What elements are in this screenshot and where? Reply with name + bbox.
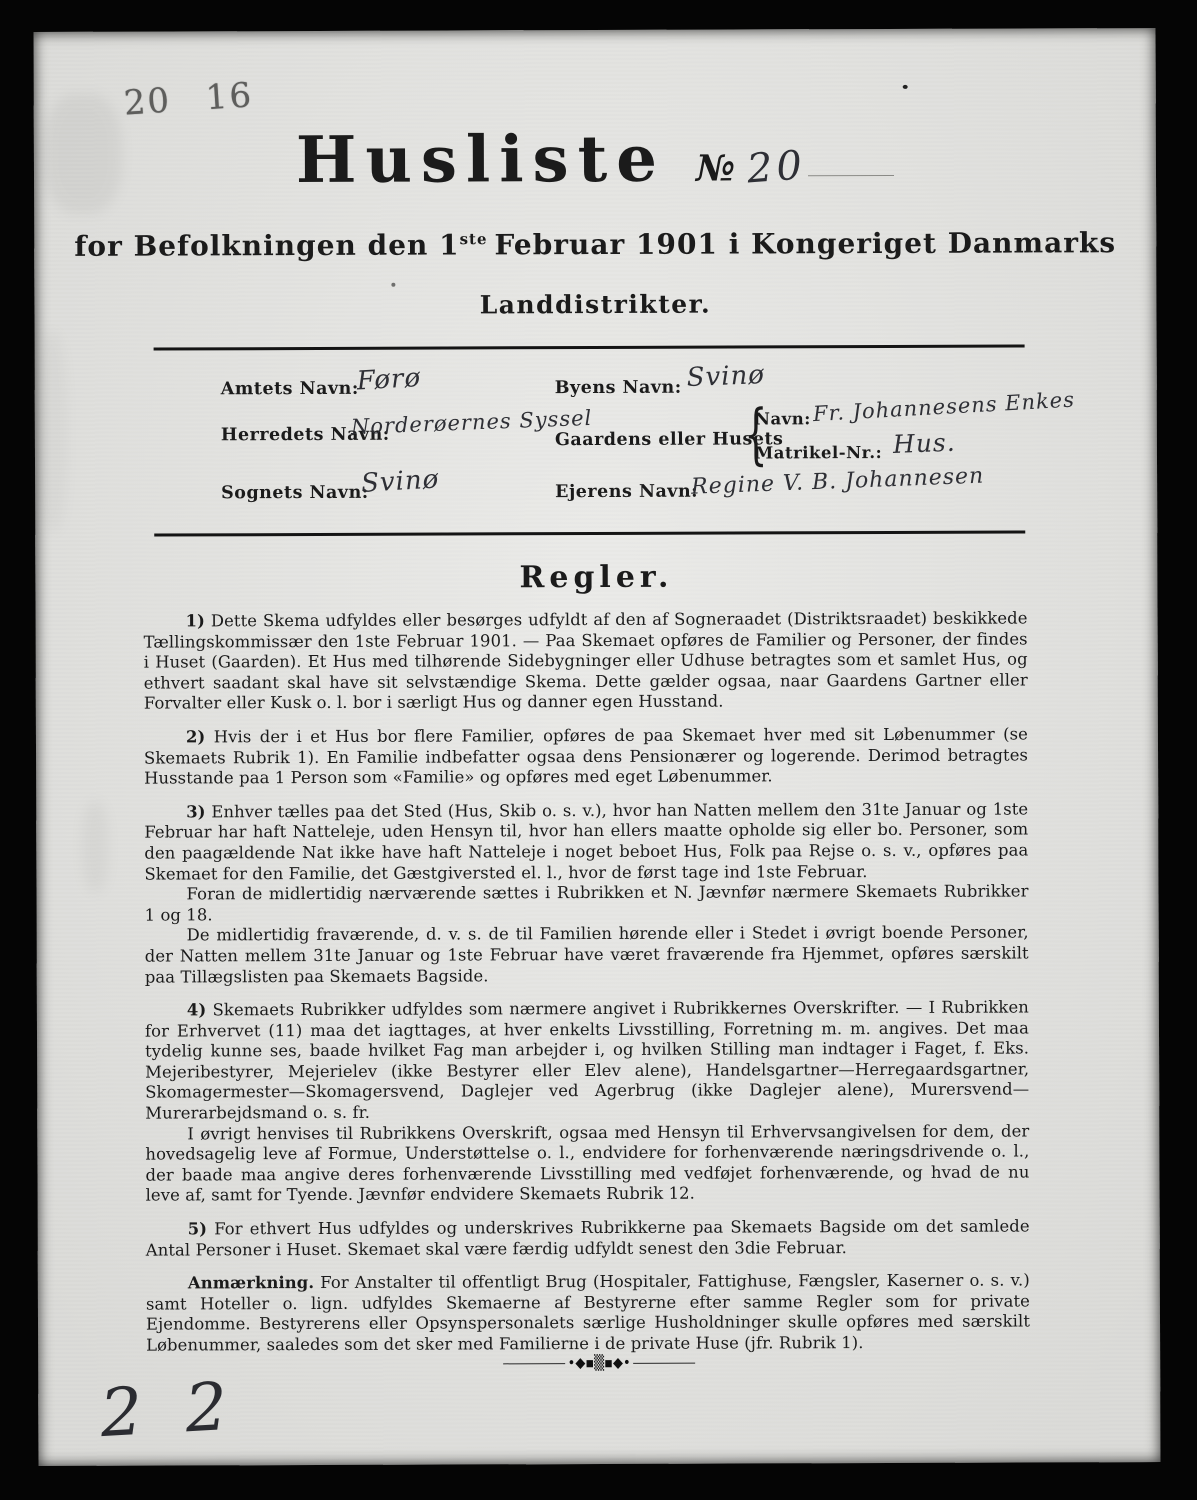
- region-heading: Landdistrikter.: [479, 289, 712, 320]
- bleedthrough-smudge: [82, 802, 108, 892]
- number-underline: [808, 175, 894, 176]
- rule-text: For Anstalter til offentligt Brug (Hospitaler, Fattighuse, Fængsler, Kaserner o. s. v.) samt Hoteller o. lign. udfyldes Skemaerne af Bestyrerne efter samme Regler som for private Ejendomme. Bestyrerens eller Opsynspersonalets særlige Husholdninger skulle opføres med særskilt Løbenummer, saaledes som det sker med Familierne i de private Huse (jfr. Rubrik 1).: [145, 1270, 1031, 1355]
- bleedthrough-smudge: [37, 332, 68, 532]
- rule-number: 4): [186, 1000, 207, 1020]
- rule-number: 2): [185, 727, 206, 747]
- herred-label: Herredets Navn:: [220, 424, 390, 446]
- rule-paragraph: [144, 608, 1028, 714]
- rule-paragraph: [145, 998, 1029, 1125]
- gaard-label: Gaardens eller Husets: [554, 429, 784, 451]
- matrikel-label: Matrikel-Nr.:: [754, 443, 883, 463]
- subtitle-text-pre: for Befolkningen den 1: [74, 228, 460, 263]
- rule-number: 5): [187, 1219, 208, 1239]
- sogn-label: Sognets Navn:: [221, 482, 369, 504]
- rule-paragraph: [146, 1217, 1030, 1261]
- page-title: Husliste: [295, 121, 667, 199]
- rule-number: 3): [186, 802, 206, 822]
- rule-paragraph: [144, 882, 1028, 926]
- rule-number: 1): [185, 611, 205, 631]
- rule-text: Enhver tælles paa det Sted (Hus, Skib o. s. v.), hvor han Natten mellem den 31te Januar og 1ste Februar har haft Natteleje, uden Hensyn til, hvor han ellers maatte opholde sig eller bo. Personer, som den paagældende Nat ikke have haft Natteleje i noget beboet Hus, Folk paa Rejse o. s. v., opføres paa Skemaet for den Familie, det Gæstgiversted el. l., hvor de først tage ind 1ste Februar.: [144, 799, 1029, 884]
- rule-text: De midlertidig fraværende, d. v. s. de til Familien hørende eller i Stedet i øvrigt boende Personer, der Natten mellem 31te Januar og 1ste Februar have været fraværende fra Hjemmet, opføres særskilt paa Tillægslisten paa Skemaets Bagside.: [144, 922, 1029, 987]
- subtitle: [34, 226, 1156, 263]
- divider-line-right: [634, 1362, 696, 1364]
- handwritten-list-number: 20: [745, 142, 808, 193]
- herred-value-handwritten: Norderøernes Syssel: [350, 405, 593, 440]
- subtitle-text-post: Februar 1901 i Kongeriget Danmarks: [494, 226, 1117, 262]
- matrikel-value-handwritten: Hus.: [892, 427, 957, 460]
- amt-value-handwritten: Førø: [355, 362, 422, 397]
- brace-glyph: {: [744, 395, 768, 473]
- rule-paragraph: [144, 799, 1028, 884]
- ordinal-superscript: ste: [459, 230, 488, 249]
- by-label: Byens Navn:: [554, 377, 682, 399]
- ink-speck: [903, 85, 908, 89]
- rule-text: Hvis der i et Hus bor flere Familier, opføres de paa Skemaet hver med sit Løbenummer (se Skemaets Rubrik 1). En Familie indbefatter ogsaa dens Pensionærer og logerende. Derimod betragtes Husstande paa 1 Person som «Familie» og opføres med eget Løbenummer.: [144, 724, 1029, 788]
- rule-paragraph: [145, 923, 1029, 988]
- rule-text: Foran de midlertidig nærværende sættes i Rubrikken et N. Jævnfør nærmere Skemaets Rubrikker 1 og 18.: [144, 881, 1029, 925]
- gaard-navn-label: Navn:: [754, 409, 811, 429]
- ejer-label: Ejerens Navn:: [555, 481, 699, 503]
- rules-heading: Regler.: [519, 559, 674, 596]
- rule-text: For ethvert Hus udfyldes og underskrives Rubrikkerne paa Skemaets Bagside om det samlede Antal Personer i Huset. Skemaet skal være færdig udfyldt senest den 3die Februar.: [145, 1216, 1030, 1260]
- amt-label: Amtets Navn:: [220, 378, 359, 400]
- document-title-row: [34, 120, 1156, 199]
- rule-paragraph: [144, 724, 1028, 789]
- ink-speck: [391, 283, 395, 287]
- rules-text-block: [144, 608, 1031, 1356]
- gaard-navn-value-handwritten: Fr. Johannesens Enkes: [812, 387, 1076, 427]
- rule-text: Dette Skema udfyldes eller besørges udfyldt af den af Sogneraadet (Distriktsraadet) beskikkede Tællingskommissær den 1ste Februar 1901. — Paa Skemaet opføres de Familier og Personer, der findes i Huset (Gaarden). Et Hus med tilhørende Sidebygninger eller Udhuse betragtes som et samlet Hus, og ethvert saadant skal have sit selvstændige Skema. Dette gælder ogsaa, naar Gaardens Gartner eller Forvalter eller Kusk o. l. bor i særligt Hus og danner egen Husstand.: [143, 608, 1028, 713]
- by-value-handwritten: Svinø: [686, 360, 766, 394]
- handwritten-tally: 2 2: [98, 1367, 232, 1453]
- numero-symbol: №: [695, 147, 736, 190]
- census-form-page: [34, 28, 1161, 1466]
- divider-line-left: [503, 1363, 565, 1365]
- rule-paragraph: [145, 1121, 1029, 1206]
- anmaerkning-label: Anmærkning.: [187, 1273, 315, 1293]
- sogn-value-handwritten: Svinø: [360, 464, 441, 499]
- ejer-value-handwritten: Regine V. B. Johannesen: [690, 463, 985, 500]
- divider-ornament: •◆▪▒▪◆•: [567, 1355, 631, 1372]
- rule-text: I øvrigt henvises til Rubrikkens Overskrift, ogsaa med Hensyn til Erhvervsangivelsen for dem, der hovedsagelig leve af Formue, Understøttelse o. l., endvidere for forhenværende næringsdrivende o. l., der baade maa angive deres forhenværende Livsstilling med vedføjet forhenværende, og hvad de nu leve af, samt for Tyende. Jævnfør endvidere Skemaets Rubrik 12.: [145, 1121, 1030, 1206]
- handwritten-page-numbers: 20 16: [122, 75, 255, 124]
- rule-paragraph-anmaerkning: [146, 1271, 1030, 1356]
- horizontal-rule-bottom: [154, 531, 1025, 537]
- rule-text: Skemaets Rubrikker udfyldes som nærmere angivet i Rubrikkernes Overskrifter. — I Rubrikken for Erhvervet (11) maa det iagttages, at hver enkelts Livsstilling, Forretning m. m. angives. Det maa tydelig kunne ses, baade hvilket Fag man arbejder i, og hvilken Stilling man indtager i Faget, f. Eks. Mejeribestyrer, Mejerielev (ikke Bestyrer eller Elev alene), Handelsgartner—Herregaardsgartner, Skomagermester—Skomagersvend, Daglejer ved Agerbrug (ikke Daglejer alene), Murersvend—Murerarbejdsmand o. s. fr.: [144, 997, 1030, 1123]
- horizontal-rule-top: [154, 345, 1025, 351]
